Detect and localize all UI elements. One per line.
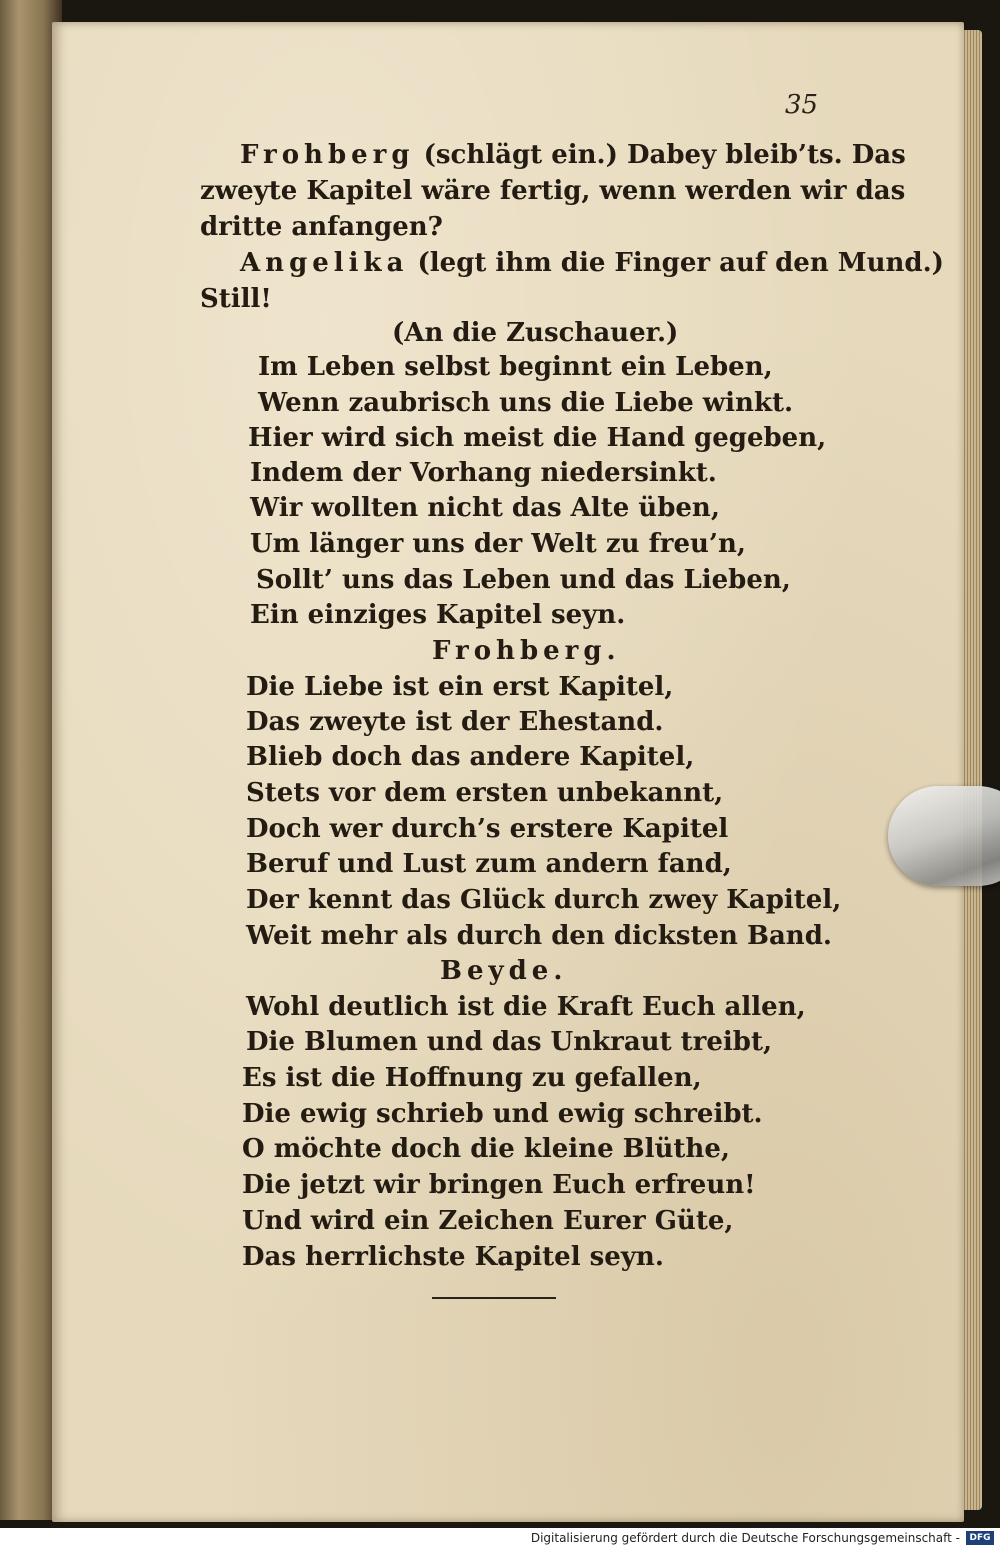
verse-line: Die Liebe ist ein erst Kapitel,	[246, 672, 674, 702]
verse-line: Die ewig schrieb und ewig schreibt.	[242, 1099, 763, 1129]
paragraph-2-line-2: Still!	[200, 284, 272, 314]
verse-line: Der kennt das Glück durch zwey Kapitel,	[246, 885, 842, 915]
verse-line: Beruf und Lust zum andern fand,	[246, 849, 732, 879]
verse-line: Blieb doch das andere Kapitel,	[246, 742, 695, 772]
verse-line: Ein einziges Kapitel seyn.	[250, 600, 626, 630]
verse-line: Es ist die Hoffnung zu gefallen,	[242, 1063, 702, 1093]
paragraph-1-line-3: dritte anfangen?	[200, 212, 443, 242]
page-stack-edge	[962, 30, 982, 1510]
verse-line: O möchte doch die kleine Blüthe,	[242, 1134, 730, 1164]
paragraph-1-line-2: zweyte Kapitel wäre fertig, wenn werden wir das	[200, 176, 906, 206]
verse-line: Und wird ein Zeichen Eurer Güte,	[242, 1206, 734, 1236]
verse-line: Wenn zaubrisch uns die Liebe winkt.	[258, 388, 794, 418]
verse-line: Weit mehr als durch den dicksten Band.	[246, 921, 832, 951]
stage-direction: (An die Zuschauer.)	[392, 318, 679, 348]
verse-line: Sollt’ uns das Leben und das Lieben,	[256, 565, 791, 595]
end-rule	[432, 1297, 556, 1299]
speaker-name: Frohberg	[240, 140, 415, 170]
verse-line: Stets vor dem ersten unbekannt,	[246, 778, 724, 808]
page-number: 35	[785, 90, 819, 120]
verse-line: Das zweyte ist der Ehestand.	[246, 707, 664, 737]
verse-line: Indem der Vorhang niedersinkt.	[250, 458, 717, 488]
verse-line: Um länger uns der Welt zu freu’n,	[250, 529, 746, 559]
glass-weight	[888, 786, 1000, 886]
paragraph-2-line-1	[240, 246, 944, 280]
verse-line: Doch wer durch’s erstere Kapitel	[246, 814, 729, 844]
footer-credit: Digitalisierung gefördert durch die Deutsche Forschungsgemeinschaft -	[530, 1531, 960, 1545]
verse-line: Die Blumen und das Unkraut treibt,	[246, 1027, 773, 1057]
verse-line: Das herrlichste Kapitel seyn.	[242, 1242, 664, 1272]
paragraph-2-line-1-text: (legt ihm die Finger auf den Mund.)	[408, 248, 944, 278]
verse-line: Die jetzt wir bringen Euch erfreun!	[242, 1170, 756, 1200]
speaker-heading: Beyde.	[440, 956, 568, 986]
speaker-heading: Frohberg.	[432, 636, 621, 666]
verse-line: Wir wollten nicht das Alte üben,	[250, 493, 720, 523]
paragraph-1-line-1-text: (schlägt ein.) Dabey bleib’ts. Das	[414, 140, 906, 170]
paragraph-1-line-1	[240, 138, 906, 172]
verse-line: Hier wird sich meist die Hand gegeben,	[248, 423, 827, 453]
verse-line: Im Leben selbst beginnt ein Leben,	[258, 352, 773, 382]
verse-line: Wohl deutlich ist die Kraft Euch allen,	[246, 992, 806, 1022]
dfg-logo-icon: DFG	[966, 1531, 994, 1545]
speaker-name: Angelika	[240, 248, 409, 278]
